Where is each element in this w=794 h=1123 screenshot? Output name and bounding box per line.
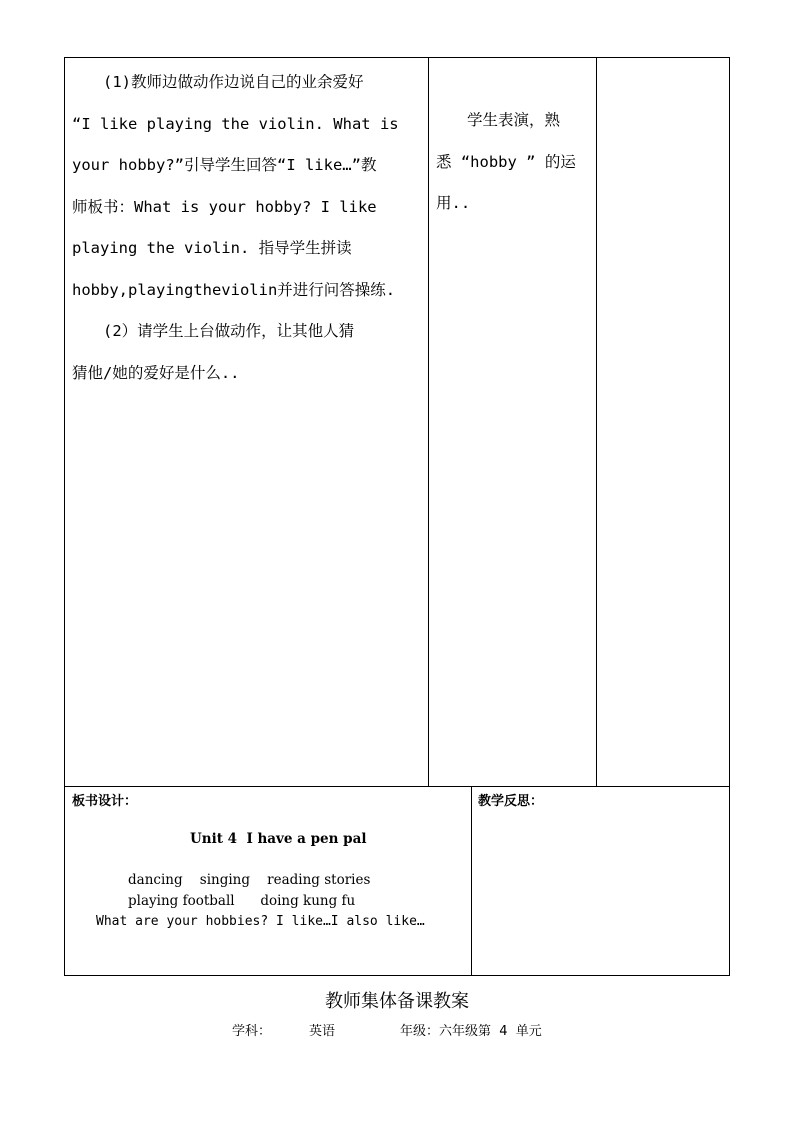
procedure-line: “I like playing the violin. What is <box>72 114 399 133</box>
grade-info: 年级：六年级第 4 单元 <box>400 1024 542 1039</box>
board-design-label: 板书设计： <box>72 794 138 809</box>
procedure-line: playing the violin. 指导学生拼读 <box>72 239 352 257</box>
board-row-2: playing football doing kung fu <box>128 893 356 909</box>
board-row-3: What are your hobbies? I like…I also like… <box>96 914 425 929</box>
reflection-label: 教学反思： <box>478 794 544 809</box>
student-line: 悉 “hobby ” 的运 <box>436 152 576 171</box>
page-title: 教师集体备课教案 <box>325 991 469 1012</box>
subject-label: 学科： <box>232 1024 272 1039</box>
procedure-line: (1)教师边做动作边说自己的业余爱好 <box>72 73 364 91</box>
student-line: 用.. <box>436 194 471 212</box>
board-row-1: dancing singing reading stories <box>128 872 371 888</box>
student-line: 学生表演，熟 <box>436 111 561 129</box>
student-activity <box>436 100 600 225</box>
procedure-line: (2）请学生上台做动作，让其他人猜 <box>72 322 355 340</box>
lower-column-divider <box>471 786 472 976</box>
procedure-line: 猜他/她的爱好是什么.. <box>72 363 240 382</box>
procedure-line: your hobby?”引导学生回答“I like…”教 <box>72 156 377 174</box>
teaching-procedure <box>72 62 432 394</box>
procedure-line: 师板书：What is your hobby? I like <box>72 197 377 216</box>
procedure-line: hobby,playingtheviolin并进行问答操练. <box>72 280 396 299</box>
subject-value: 英语 <box>309 1024 336 1039</box>
board-title: Unit 4 I have a pen pal <box>190 831 367 847</box>
